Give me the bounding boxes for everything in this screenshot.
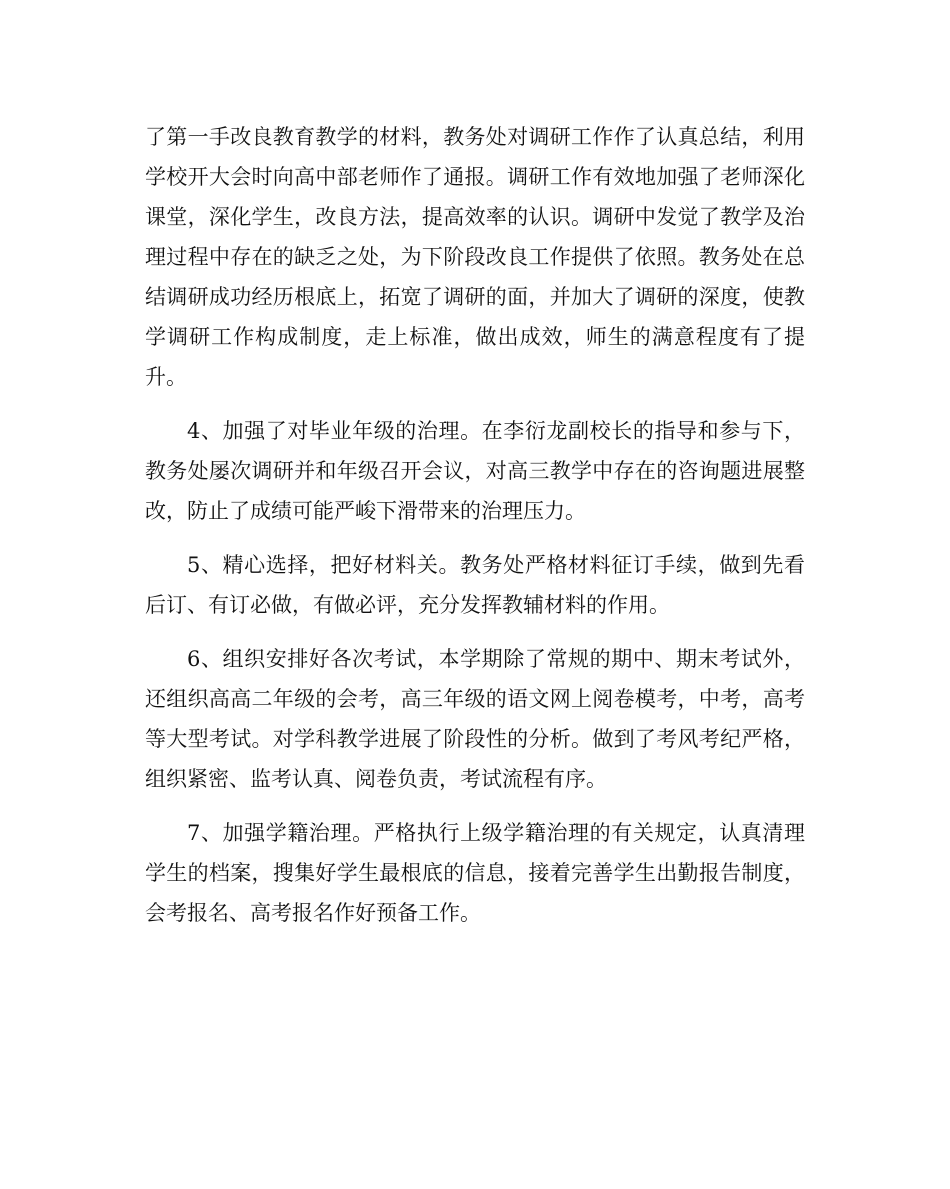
document-body xyxy=(145,117,805,947)
paragraph-item-7: 7、加强学籍治理。严格执行上级学籍治理的有关规定，认真清理学生的档案，搜集好学生最根底的信息，接着完善学生出勤报告制度，会考报名、高考报名作好预备工作。 xyxy=(145,821,805,925)
paragraph-item-6: 6、组织安排好各次考试，本学期除了常规的期中、期末考试外，还组织高高二年级的会考，高三年级的语文网上阅卷模考，中考，高考等大型考试。对学科教学进展了阶段性的分析。做到了考风考纪严格，组织紧密、监考认真、阅卷负责，考试流程有序。 xyxy=(145,647,805,791)
paragraph-item-4: 4、加强了对毕业年级的治理。在李衍龙副校长的指导和参与下，教务处屡次调研并和年级召开会议，对高三教学中存在的咨询题进展整改，防止了成绩可能严峻下滑带来的治理压力。 xyxy=(145,419,805,523)
paragraph-item-5: 5、精心选择，把好材料关。教务处严格材料征订手续，做到先看后订、有订必做，有做必评，充分发挥教辅材料的作用。 xyxy=(145,553,805,617)
paragraph-continuation: 了第一手改良教育教学的材料，教务处对调研工作作了认真总结，利用学校开大会时向高中部老师作了通报。调研工作有效地加强了老师深化课堂，深化学生，改良方法，提高效率的认识。调研中发觉了教学及治理过程中存在的缺乏之处，为下阶段改良工作提供了依照。教务处在总结调研成功经历根底上，拓宽了调研的面，并加大了调研的深度，使教学调研工作构成制度，走上标准，做出成效，师生的满意程度有了提升。 xyxy=(145,125,805,389)
